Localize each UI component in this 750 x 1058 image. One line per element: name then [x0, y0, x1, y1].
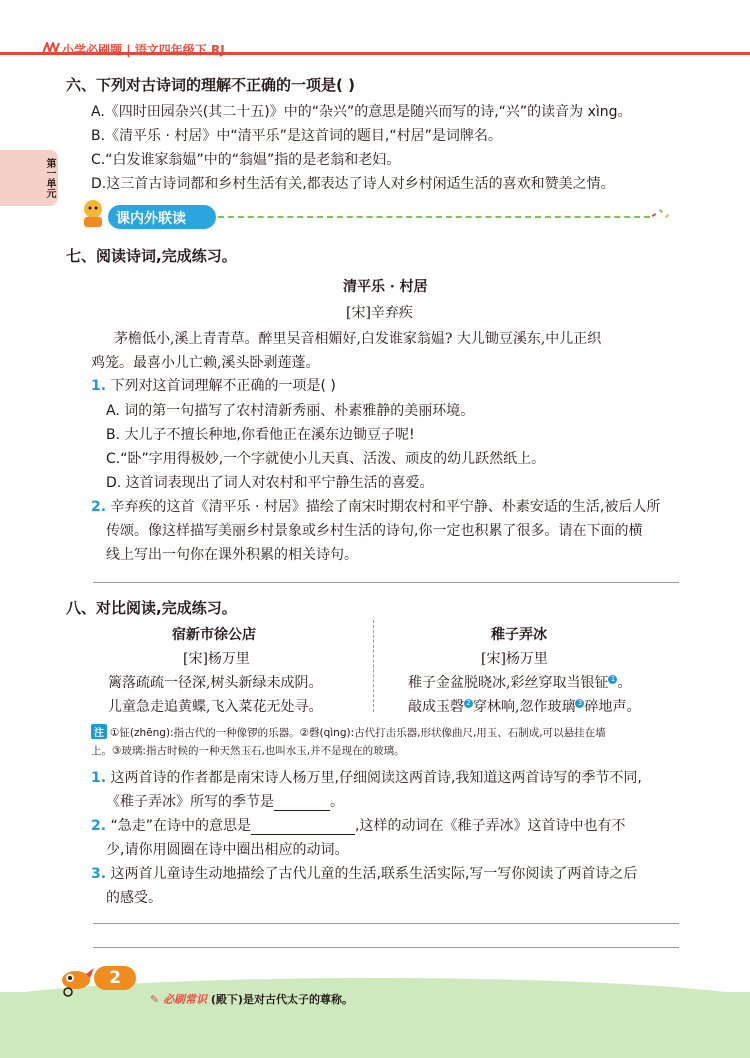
subject-label: 语文四年级下 RJ [134, 43, 225, 57]
q7-sub2-line-1 [91, 496, 660, 516]
q7-poem-line-1: 茅檐低小,溪上青青草。醉里吴音相媚好,白发谁家翁媪? 大儿锄豆溪东,中儿正织 [114, 331, 602, 347]
page-number: 2 [94, 966, 136, 990]
brand-logo-icon [42, 42, 60, 54]
section-badge-label: 课内外联读 [116, 211, 186, 227]
q7-sub1-number: 1. [91, 378, 107, 394]
footer-tip [150, 991, 353, 1007]
q8-poem-b-line-2c: 碎地声。 [584, 699, 641, 715]
poem-column-divider [373, 620, 374, 712]
q7-poem-line-2: 鸡笼。最喜小儿亡赖,溪头卧剥莲蓬。 [91, 355, 320, 371]
header-divider: | [126, 43, 131, 57]
q8-sub2-number: 2. [91, 818, 107, 834]
q8-sub1-text-2a: 《稚子弄冰》所写的季节是 [106, 794, 274, 810]
q8-sub3-text-1: 这两首儿童诗生动地描绘了古代儿童的生活,联系生活实际,写一写你阅读了两首诗之后 [110, 866, 638, 882]
confetti-icon [650, 206, 672, 224]
q8-sub2-text-1b: ,这样的动词在《稚子弄冰》这首诗中也有不 [355, 818, 626, 834]
q8-poem-b-title: 稚子弄冰 [491, 627, 547, 643]
q7-sub1-text: 下列对这首词理解不正确的一项是( ) [110, 378, 336, 394]
header-title [62, 41, 225, 58]
tip-text: (殿下)是对古代太子的尊称。 [210, 993, 353, 1006]
q8-sub2-blank[interactable] [251, 818, 355, 835]
q7-sub1 [91, 375, 336, 395]
q7-sub2-number: 2. [91, 499, 107, 515]
reading-mascot-icon [76, 196, 110, 230]
q8-sub3-line-1 [91, 863, 637, 883]
note-marker-1: 1 [608, 675, 617, 684]
q8-sub2-line-1 [91, 815, 625, 835]
q7-sub2-line-2: 传颂。像这样描写美丽乡村景象或乡村生活的诗句,你一定也积累了很多。请在下面的横 [106, 523, 643, 539]
q8-poem-b-line-2b: 穿林响,忽作玻璃 [473, 699, 576, 715]
q8-sub1-blank[interactable] [274, 794, 330, 811]
tip-icon: ✎ [150, 993, 160, 1006]
q6-title: 六、下列对古诗词的理解不正确的一项是( ) [66, 76, 355, 94]
unit-side-tab-label: 第一单元 [44, 158, 55, 198]
q8-poem-a-line-2: 儿童急走追黄蝶,飞入菜花无处寻。 [108, 699, 323, 715]
q8-poem-b-line-1-text: 稚子金盆脱晓冰,彩丝穿取当银钲 [408, 675, 609, 691]
q7-sub1-option-a: A. 词的第一句描写了农村清新秀丽、朴素雅静的美丽环境。 [106, 403, 475, 419]
q6-option-c: C.“白发谁家翁媪”中的“翁媪”指的是老翁和老妇。 [91, 152, 401, 168]
q8-sub1-text-1: 这两首诗的作者都是南宋诗人杨万里,仔细阅读这两首诗,我知道这两首诗写的季节不同, [110, 770, 642, 786]
q8-poem-a-author: [宋]杨万里 [183, 651, 250, 667]
q8-poem-a-line-1: 篱落疏疏一径深,树头新绿未成阴。 [108, 675, 323, 691]
q8-answer-line-1[interactable] [93, 923, 679, 924]
q8-note-line-1 [91, 724, 606, 740]
q8-poem-b-line-2a: 敲成玉磬 [408, 699, 464, 715]
q8-sub1-number: 1. [91, 770, 107, 786]
q6-option-b: B.《清平乐 · 村居》中“清平乐”是这首词的题目,“村居”是词牌名。 [91, 128, 502, 144]
q8-title: 八、对比阅读,完成练习。 [66, 599, 237, 617]
q8-poem-a-title: 宿新市徐公店 [172, 627, 256, 643]
q7-sub2-text-1: 辛弃疾的这首《清平乐 · 村居》描绘了南宋时期农村和平宁静、朴素安适的生活,被后人所 [110, 499, 661, 515]
q7-answer-line[interactable] [93, 582, 679, 583]
q7-sub2-line-3: 线上写出一句你在课外积累的相关诗句。 [106, 547, 358, 563]
footer-background [0, 992, 750, 1045]
note-marker-3: 3 [575, 699, 584, 708]
q8-sub1-text-2b: 。 [330, 794, 344, 810]
q8-sub2-line-2: 少,请你用圆圈在诗中圈出相应的动词。 [106, 842, 349, 858]
rocket-mascot-icon [56, 958, 96, 998]
q8-answer-line-2[interactable] [93, 947, 679, 948]
q8-note-line-2: 上。③玻璃:指古时候的一种天然玉石,也叫水玉,并不是现在的玻璃。 [91, 745, 405, 757]
q8-poem-b-author: [宋]杨万里 [481, 651, 548, 667]
brand-name: 小学必刷题 [62, 43, 123, 57]
q8-sub3-line-2: 的感受。 [106, 890, 162, 906]
q6-option-d: D.这三首古诗词都和乡村生活有关,都表达了诗人对乡村闲适生活的喜欢和赞美之情。 [91, 176, 615, 192]
q6-option-a: A.《四时田园杂兴(其二十五)》中的“杂兴”的意思是随兴而写的诗,“兴”的读音为 xìng。 [91, 104, 632, 120]
q7-sub1-option-d: D. 这首词表现出了词人对农村和平宁静生活的喜爱。 [106, 475, 434, 491]
note-badge: 注 [91, 724, 107, 739]
section-dash-line [218, 216, 650, 218]
q8-sub1-line-2 [106, 791, 344, 811]
q7-sub1-option-b: B. 大儿子不擅长种地,你看他正在溪东边锄豆子呢! [106, 427, 415, 443]
q7-sub1-option-c: C.“卧”字用得极妙,一个字就使小儿天真、活泼、顽皮的幼儿跃然纸上。 [106, 451, 546, 467]
q8-sub3-number: 3. [91, 866, 107, 882]
q8-sub2-text-1a: “急走”在诗中的意思是 [110, 818, 252, 834]
tip-label: 必刷常识 [163, 993, 208, 1006]
q7-poem-title: 清平乐 · 村居 [343, 279, 428, 295]
q8-sub1-line-1 [91, 767, 642, 787]
note-marker-2: 2 [464, 699, 473, 708]
q8-poem-b-line-2 [408, 696, 640, 716]
q8-poem-b-line-1: 稚子金盆脱晓冰,彩丝穿取当银钲 1 。 [408, 675, 632, 691]
q7-poem-author: [宋]辛弃疾 [346, 305, 413, 321]
q7-title: 七、阅读诗词,完成练习。 [66, 247, 237, 265]
q8-note-text-1: ①钲(zhēng):指古代的一种像锣的乐器。②磬(qìng):古代打击乐器,形状像曲尺,用玉、石制成,可以悬挂在墙 [110, 727, 606, 739]
